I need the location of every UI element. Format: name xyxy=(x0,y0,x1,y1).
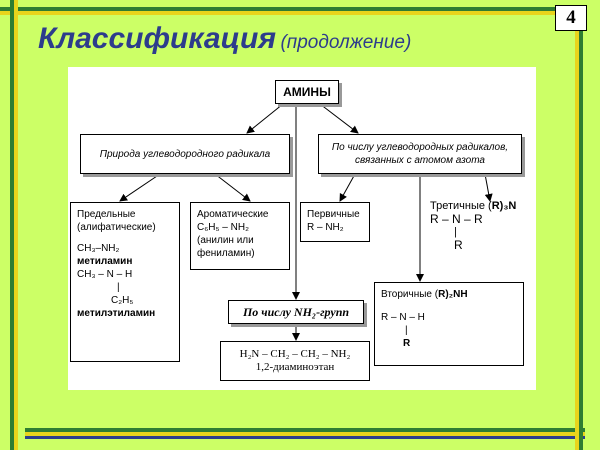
saturated-amines-box xyxy=(70,202,180,362)
secondary-amines-box xyxy=(374,282,524,366)
arrow-nature-to-aromatic xyxy=(215,174,250,201)
arrow-count-to-primary xyxy=(340,174,355,201)
secondary-r: R xyxy=(403,338,411,349)
tertiary-bond: | xyxy=(454,226,457,238)
spacer xyxy=(381,301,517,311)
radical-count-line1: По числу углеводородных радикалов, xyxy=(331,142,509,153)
diamine-box xyxy=(220,341,370,381)
title-main: Классификация xyxy=(38,22,276,55)
tertiary-formula: R – N – R xyxy=(430,212,483,226)
saturated-substituent: C₂H₅ xyxy=(111,295,134,306)
radical-nature-box: Природа углеводородного радикала xyxy=(80,134,290,174)
title-subtitle: (продолжение) xyxy=(280,32,412,53)
aromatic-note1: (анилин или xyxy=(197,235,254,246)
saturated-bond: | xyxy=(117,282,120,293)
primary-formula: R – NH₂ xyxy=(307,222,344,233)
arrow-root-to-count xyxy=(320,104,358,133)
aromatic-formula: C₆H₅ – NH₂ xyxy=(197,222,249,233)
page-number: 4 xyxy=(555,5,587,31)
saturated-formula1: CH₃–NH₂ xyxy=(77,243,120,254)
arrow-count-to-tertiary xyxy=(485,174,490,201)
tertiary-amines-block xyxy=(430,200,530,252)
arrow-nature-to-saturated xyxy=(120,174,160,201)
secondary-bond: | xyxy=(405,325,408,336)
spacer xyxy=(77,234,173,242)
saturated-title1: Предельные xyxy=(77,209,136,220)
saturated-name1: метиламин xyxy=(77,256,133,267)
tertiary-title-suffix: )₃N xyxy=(499,200,517,212)
root-box: АМИНЫ xyxy=(275,80,339,104)
primary-amines-box xyxy=(300,202,370,242)
radical-count-box xyxy=(318,134,522,174)
saturated-formula2: CH₃ – N – H xyxy=(77,269,133,280)
arrow-root-to-nature xyxy=(247,104,283,133)
tertiary-r: R xyxy=(454,238,463,252)
nh2-count-box: По числу NH₂-групп xyxy=(228,300,364,324)
primary-title: Первичные xyxy=(307,209,360,220)
aromatic-amines-box xyxy=(190,202,290,270)
aromatic-note2: фениламин) xyxy=(197,248,255,259)
tertiary-title-prefix: Третичные ( xyxy=(430,200,492,212)
saturated-title2: (алифатические) xyxy=(77,222,156,233)
secondary-formula: R – N – H xyxy=(381,312,425,323)
secondary-title-r: R xyxy=(438,289,446,300)
tertiary-title-r: R xyxy=(491,200,500,212)
radical-count-line2: связанных с атомом азота xyxy=(355,155,485,166)
secondary-title-prefix: Вторичные ( xyxy=(381,289,439,300)
secondary-title-suffix: )₂NH xyxy=(445,289,468,300)
diamine-name: 1,2-диаминоэтан xyxy=(255,361,335,373)
saturated-name2: метилэтиламин xyxy=(77,308,156,319)
secondary-title xyxy=(381,288,517,301)
aromatic-title: Ароматические xyxy=(197,209,269,220)
diamine-formula: H₂N – CH₂ – CH₂ – NH₂ xyxy=(239,348,351,360)
